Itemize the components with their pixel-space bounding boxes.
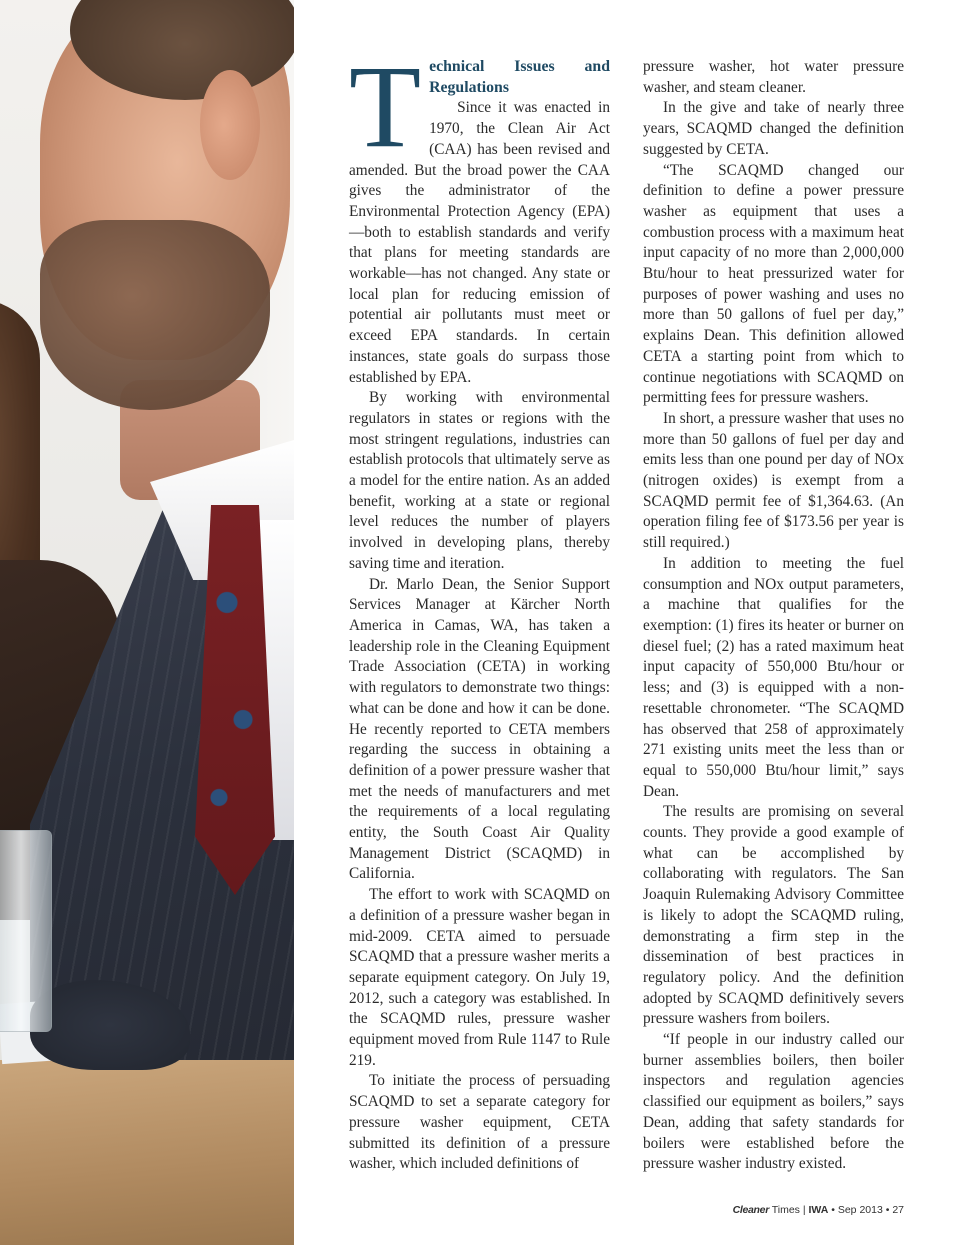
footer-brand: Cleaner (732, 1204, 769, 1216)
article-paragraph: Dr. Marlo Dean, the Senior Support Services Manager at Kärcher North America in Camas, WA, has taken a leadership role in the Cleaning Equipment Trade Association (CETA) in working with regulators to demonstrate two things: what can be done and how it can be done. He recently reported to CETA members regarding the success in obtaining a definition of a power pressure washer that met the needs of manufacturers and met the requirements of a local regulating entity, the South Coast Air Quality Management District (SCAQMD) in California. (349, 575, 610, 883)
footer-separator: | (799, 1204, 809, 1216)
section-heading: echnical Issues and Regulations (429, 58, 610, 96)
drop-cap: T (349, 41, 422, 172)
article-paragraph: By working with environmental regulators in states or regions with the most stringent regulations, industries can establish protocols that ultimately serve as a model for the entire nation. As an added benefit, working at a state or regional level reduces the number of players involved in developing plans, thereby saving time and iteration. (349, 389, 610, 572)
article-column-2 (643, 57, 904, 1175)
article-paragraph: The effort to work with SCAQMD on a definition of a pressure washer began in mid-2009. CETA aimed to persuade SCAQMD that a pressure washer merits a separate equipment category. On July 19, 2012, such a category was established. In the SCAQMD rules, pressure washer equipment moved from Rule 1147 to Rule 219. (349, 886, 610, 1069)
photo-table (0, 1060, 294, 1245)
article-paragraph: In short, a pressure washer that uses no more than 50 gallons of fuel per day and emits less than one pound per day of NOx (nitrogen oxides) is exempt from a SCAQMD permit fee of $1,364.63. (An operation filing fee of $173.56 per year is still required.) (643, 409, 904, 552)
photo-ear (200, 70, 260, 180)
article-paragraph: In addition to meeting the fuel consumption and NOx output parameters, a machine that qualifies for the exemption: (1) fires its heater or burner on diesel fuel; (2) has a rated maximum heat input capacity of 550,000 Btu/hour or less; and (3) is equipped with a non-resettable chronometer. “The SCAQMD has observed that 258 of approximately 271 existing units meet the less than or equal to 550,000 Btu/hour limit,” says Dean. (643, 554, 904, 800)
footer-brand-times: Times (771, 1204, 800, 1216)
footer-issue-date: • Sep 2013 • (828, 1204, 893, 1216)
page-number: 27 (892, 1204, 904, 1216)
article-paragraph: Since it was enacted in 1970, the Clean Air Act (CAA) has been revised and amended. But the broad power the CAA gives the administrator of the Environmental Protection Agency (EPA)—both to establish standards and verify that plans for meeting standards are workable—has not changed. Any state or local plan for reducing emission of potential air pollutants must meet or exceed EPA standards. In certain instances, state goals do surpass those established by EPA. (349, 99, 610, 386)
photo-water-glass (0, 830, 52, 1032)
article-paragraph: “The SCAQMD changed our definition to define a power pressure washer as equipment that uses a combustion process with a maximum heat input capacity of no more than 2,000,000 Btu/hour to heat pressurized water for purposes of power washing and uses no more than 50 gallons of fuel per day,” explains Dean. This definition allowed CETA a starting point from which to continue negotiations with SCAQMD on permitting fees for pressure washers. (643, 161, 904, 407)
article-paragraph: In the give and take of nearly three years, SCAQMD changed the definition suggested by CETA. (643, 99, 904, 158)
cover-photo-business-meeting (0, 0, 294, 1245)
article-column-1 (349, 41, 610, 1175)
article-paragraph-continued: pressure washer, hot water pressure washer, and steam cleaner. (643, 58, 904, 96)
article-paragraph: “If people in our industry called our burner assemblies boilers, then boiler inspectors and regulation agencies classified our equipment as boilers,” says Dean, adding that safety standards for boilers were established before the pressure washer industry existed. (643, 1031, 904, 1173)
footer-iwa: IWA (808, 1204, 829, 1216)
article-paragraph: To initiate the process of persuading SCAQMD to set a separate category for pressure washer equipment, CETA submitted its definition of a pressure washer, which included definitions of (349, 1072, 610, 1173)
page-footer (733, 1204, 904, 1216)
article-paragraph: The results are promising on several counts. They provide a good example of what can be accomplished by collaborating with regulators. The San Joaquin Rulemaking Advisory Committee is likely to adopt the SCAQMD ruling, demonstrating a firm step in the dissemination of best practices in regulatory policy. And the definition adopted by SCAQMD definitively severs pressure washers from boilers. (643, 803, 904, 1028)
